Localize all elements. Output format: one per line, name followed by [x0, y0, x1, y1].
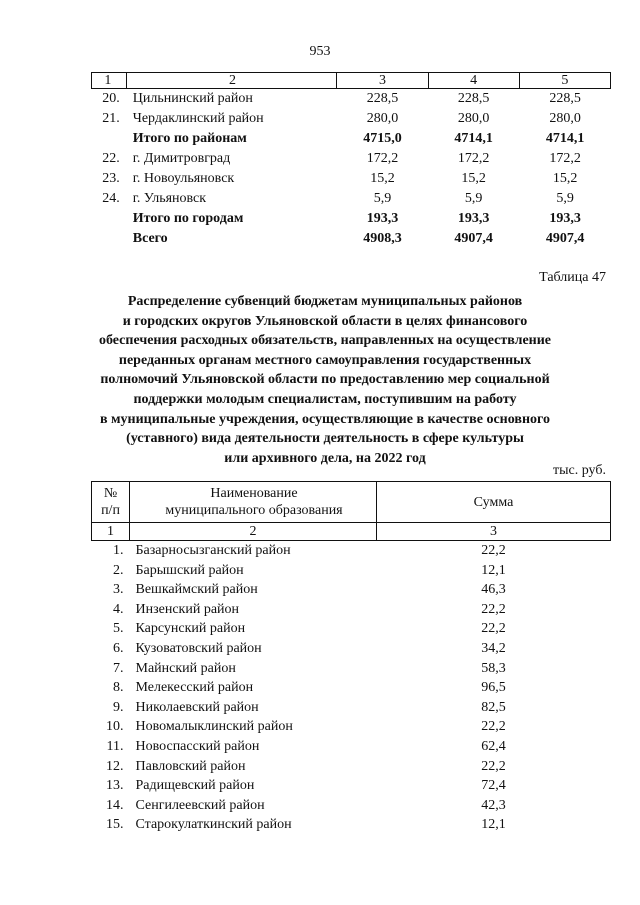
table-row — [92, 541, 611, 561]
row-sum: 82,5 — [481, 699, 506, 715]
row-number: 20. — [102, 91, 120, 106]
row-number: 12. — [106, 758, 124, 774]
column-index: 5 — [519, 73, 610, 89]
row-value: 172,2 — [457, 151, 490, 166]
row-value: 193,3 — [457, 211, 490, 226]
column-index: 1 — [92, 523, 130, 541]
title-line: или архивного дела, на 2022 год — [224, 450, 426, 466]
table-header-row — [92, 482, 611, 523]
header-name-line1: Наименование — [210, 486, 298, 501]
row-value: 280,0 — [549, 111, 581, 126]
row-number: 23. — [102, 171, 120, 186]
row-value: 228,5 — [366, 91, 399, 106]
table-row — [92, 698, 611, 718]
row-value: 15,2 — [552, 171, 578, 186]
row-name: Новоспасский район — [135, 738, 260, 754]
continued-table — [91, 72, 611, 249]
header-name — [130, 482, 377, 523]
row-name: Мелекесский район — [135, 680, 254, 696]
row-number: 4. — [113, 601, 124, 617]
row-number: 5. — [113, 621, 124, 637]
table-row — [92, 229, 611, 249]
row-value: 5,9 — [464, 191, 483, 206]
row-sum: 58,3 — [481, 660, 506, 676]
table-column-index-row — [92, 523, 611, 541]
table-row — [92, 678, 611, 698]
row-name: Инзенский район — [135, 601, 240, 617]
row-name: Чердаклинский район — [132, 111, 264, 126]
row-number: 15. — [106, 817, 124, 833]
row-name: Карсунский район — [135, 621, 246, 637]
header-number-line1: № — [103, 486, 118, 501]
row-number: 24. — [102, 191, 120, 206]
table-row — [92, 796, 611, 816]
table-row — [92, 619, 611, 639]
row-value: 5,9 — [373, 191, 392, 206]
title-line: и городских округов Ульяновской области в целях финансового — [122, 313, 528, 329]
row-name: Цильнинский район — [132, 91, 253, 106]
column-index: 2 — [130, 523, 377, 541]
table-row — [92, 757, 611, 777]
row-number: 9. — [113, 699, 124, 715]
row-sum: 22,2 — [481, 543, 506, 558]
row-number: 1. — [113, 543, 124, 558]
table-label: Таблица 47 — [539, 270, 606, 285]
row-number: 14. — [106, 797, 124, 813]
table-row — [92, 89, 611, 110]
row-sum: 72,4 — [481, 778, 506, 794]
page-number: 953 — [309, 44, 331, 59]
row-name: Новомалыклинский район — [135, 719, 293, 735]
row-sum: 22,2 — [481, 758, 506, 774]
row-value: 228,5 — [457, 91, 490, 106]
row-value: 4907,4 — [545, 231, 585, 246]
row-value: 15,2 — [370, 171, 395, 186]
row-number: 6. — [113, 640, 124, 656]
title-line: переданных органам местного самоуправления государственных — [118, 352, 532, 368]
title-line: обеспечения расходных обязательств, направленных на осуществление — [98, 333, 552, 349]
row-value: 5,9 — [556, 191, 574, 206]
row-name: Барышский район — [135, 562, 244, 578]
row-number — [92, 209, 127, 229]
column-index: 4 — [428, 73, 519, 89]
table-row — [92, 600, 611, 620]
row-number — [92, 129, 127, 149]
row-sum: 22,2 — [481, 719, 506, 735]
table-row — [92, 776, 611, 796]
table-row — [92, 169, 611, 189]
row-name: Павловский район — [135, 758, 246, 774]
row-sum: 34,2 — [481, 640, 506, 656]
row-name: г. Ульяновск — [132, 191, 207, 206]
row-sum: 12,1 — [481, 817, 506, 833]
column-index: 1 — [92, 73, 127, 89]
row-name: г. Новоульяновск — [132, 171, 235, 186]
row-name: Майнский район — [135, 660, 236, 676]
title-line: в муниципальные учреждения, осуществляющие в качестве основного — [99, 411, 551, 427]
header-name-line2: муниципального образования — [165, 503, 343, 518]
row-sum: 22,2 — [481, 601, 506, 617]
row-sum: 22,2 — [481, 621, 506, 637]
table-column-index-row — [92, 73, 611, 89]
row-value: 172,2 — [366, 151, 399, 166]
subvention-table — [91, 481, 611, 835]
row-name: Вешкаймский район — [135, 582, 258, 598]
row-name: Базарносызганский район — [135, 543, 291, 558]
row-name: Сенгилеевский район — [135, 797, 265, 813]
row-value: 4714,1 — [545, 131, 585, 146]
table-row — [92, 815, 611, 835]
row-name: г. Димитровград — [132, 151, 231, 166]
row-value: 4908,3 — [363, 231, 402, 246]
table-title — [40, 292, 610, 468]
row-value: 280,0 — [366, 111, 399, 126]
table-row — [92, 561, 611, 581]
title-line: поддержки молодым специалистам, поступившим на работу — [133, 391, 517, 407]
column-index: 2 — [126, 73, 337, 89]
table-row — [92, 639, 611, 659]
row-name: Итого по районам — [132, 131, 247, 146]
row-number: 2. — [113, 562, 124, 578]
row-number: 7. — [113, 660, 124, 676]
header-number-line2: п/п — [101, 503, 120, 518]
row-number: 8. — [113, 680, 124, 696]
row-number — [92, 229, 127, 249]
row-value: 193,3 — [366, 211, 399, 226]
row-value: 4907,4 — [454, 231, 493, 246]
table-row — [92, 149, 611, 169]
row-value: 4715,0 — [363, 131, 402, 146]
title-line: Распределение субвенций бюджетам муниципальных районов — [127, 294, 523, 309]
row-value: 4714,1 — [454, 131, 493, 146]
row-sum: 96,5 — [481, 680, 506, 696]
table-row — [92, 109, 611, 129]
row-value: 15,2 — [461, 171, 486, 186]
title-line: полномочий Ульяновской области по предоставлению мер социальной — [100, 372, 550, 388]
row-name: Старокулаткинский район — [135, 817, 292, 833]
row-number: 3. — [113, 582, 124, 598]
units-label: тыс. руб. — [553, 463, 606, 478]
row-name: Николаевский район — [135, 699, 259, 715]
header-number — [92, 482, 130, 523]
row-number: 10. — [106, 719, 124, 735]
table-row — [92, 717, 611, 737]
header-sum: Сумма — [377, 482, 611, 523]
row-number: 21. — [102, 111, 120, 126]
row-number: 11. — [106, 738, 124, 754]
row-value: 172,2 — [549, 151, 581, 166]
table-row — [92, 209, 611, 229]
row-number: 22. — [102, 151, 120, 166]
table-row — [92, 580, 611, 600]
row-sum: 42,3 — [481, 797, 506, 813]
column-index: 3 — [377, 523, 611, 541]
row-name: Всего — [132, 231, 168, 246]
row-number: 13. — [106, 778, 124, 794]
title-line: (уставного) вида деятельности деятельность в сфере культуры — [126, 431, 524, 447]
row-value: 280,0 — [457, 111, 490, 126]
table-row — [92, 189, 611, 209]
row-value: 193,3 — [549, 211, 581, 226]
row-name: Радищевский район — [135, 778, 255, 794]
row-sum: 46,3 — [481, 582, 506, 598]
table-row — [92, 737, 611, 757]
row-name: Кузоватовский район — [135, 640, 262, 656]
row-value: 228,5 — [549, 91, 581, 106]
row-name: Итого по городам — [132, 211, 244, 226]
row-sum: 12,1 — [481, 562, 506, 578]
table-row — [92, 129, 611, 149]
row-sum: 62,4 — [481, 738, 506, 754]
column-index: 3 — [337, 73, 428, 89]
table-row — [92, 659, 611, 679]
